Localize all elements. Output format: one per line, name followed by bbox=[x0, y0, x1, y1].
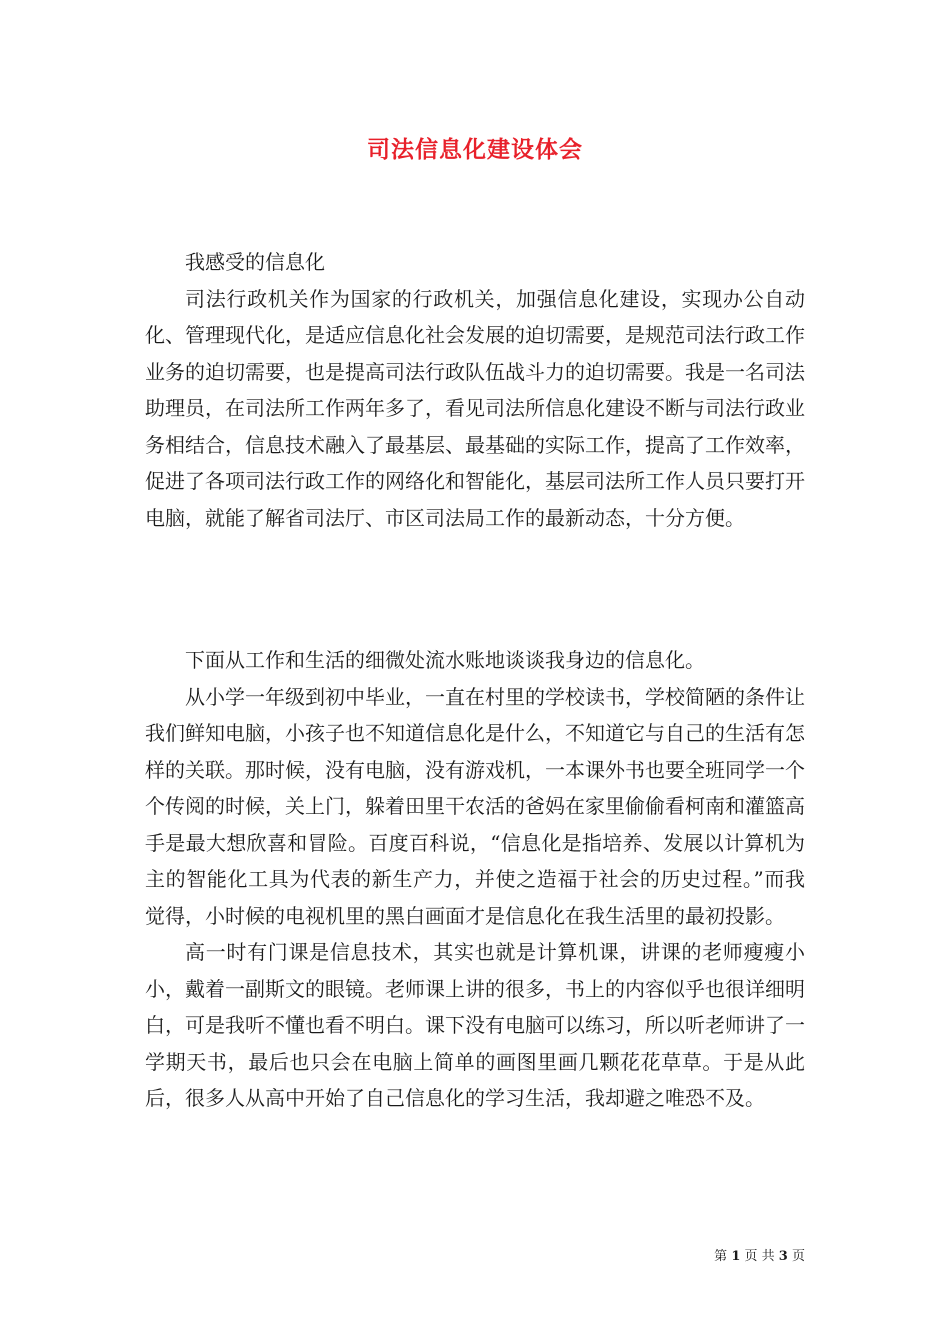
footer-middle: 页 共 bbox=[744, 1249, 775, 1264]
section-1 bbox=[145, 244, 805, 536]
section-1-paragraph-1: 司法行政机关作为国家的行政机关，加强信息化建设，实现办公自动化、管理现代化，是适应信息化社会发展的迫切需要，是规范司法行政工作业务的迫切需要，也是提高司法行政队伍战斗力的迫切需要。我是一名司法助理员，在司法所工作两年多了，看见司法所信息化建设不断与司法行政业务相结合，信息技术融入了最基层、最基础的实际工作，提高了工作效率，促进了各项司法行政工作的网络化和智能化，基层司法所工作人员只要打开电脑，就能了解省司法厅、市区司法局工作的最新动态，十分方便。 bbox=[145, 286, 805, 530]
footer-current-page: 1 bbox=[731, 1249, 741, 1264]
page-footer bbox=[714, 1245, 805, 1264]
section-2-paragraph-3: 高一时有门课是信息技术，其实也就是计算机课，讲课的老师瘦瘦小小，戴着一副斯文的眼镜。老师课上讲的很多，书上的内容似乎也很详细明白，可是我听不懂也看不明白。课下没有电脑可以练习，所以听老师讲了一学期天书，最后也只会在电脑上简单的画图里画几颗花花草草。于是从此后，很多人从高中开始了自己信息化的学习生活，我却避之唯恐不及。 bbox=[145, 940, 805, 1110]
footer-total-pages: 3 bbox=[778, 1249, 788, 1264]
section-2 bbox=[145, 642, 805, 1117]
document-title: 司法信息化建设体会 bbox=[367, 136, 583, 163]
footer-suffix: 页 bbox=[791, 1249, 805, 1264]
section-2-paragraph-2: 从小学一年级到初中毕业，一直在村里的学校读书，学校简陋的条件让我们鲜知电脑，小孩子也不知道信息化是什么，不知道它与自己的生活有怎样的关联。那时候，没有电脑，没有游戏机，一本课外书也要全班同学一个个传阅的时候，关上门，躲着田里干农活的爸妈在家里偷偷看柯南和灌篮高手是最大想欣喜和冒险。百度百科说，“信息化是指培养、发展以计算机为主的智能化工具为代表的新生产力，并使之造福于社会的历史过程。”而我觉得，小时候的电视机里的黑白画面才是信息化在我生活里的最初投影。 bbox=[145, 684, 805, 928]
footer-prefix: 第 bbox=[714, 1249, 728, 1264]
section-2-paragraph-1: 下面从工作和生活的细微处流水账地谈谈我身边的信息化。 bbox=[185, 648, 705, 672]
section-1-heading: 我感受的信息化 bbox=[185, 250, 325, 274]
